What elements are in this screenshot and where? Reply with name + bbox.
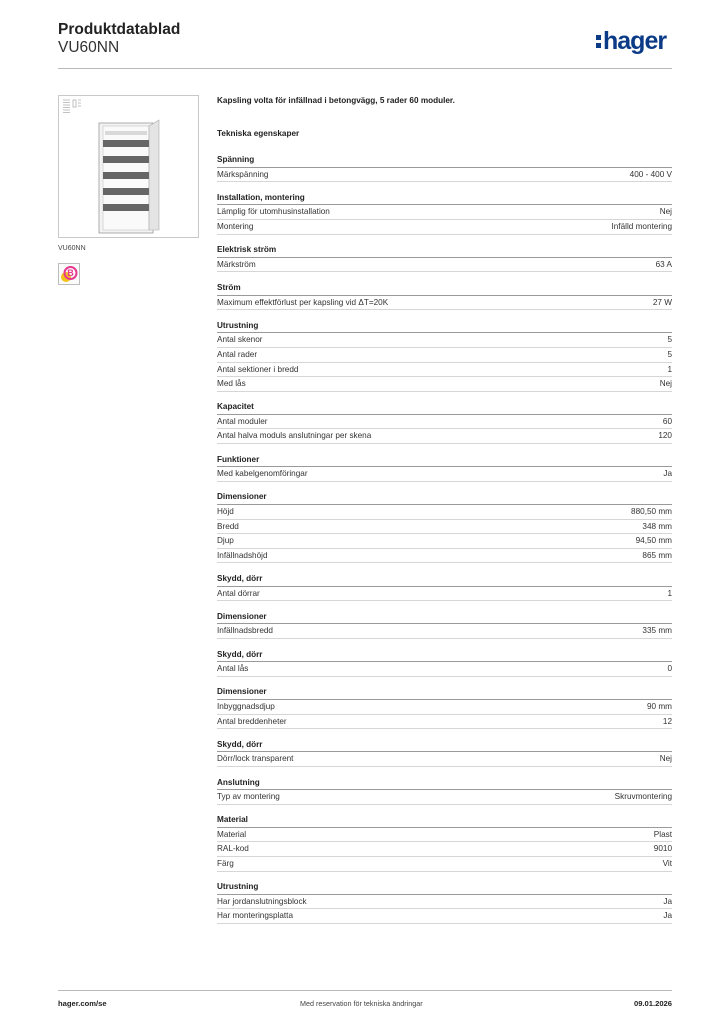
spec-label: RAL-kod	[217, 844, 249, 854]
spec-row	[217, 333, 672, 348]
section-heading: Tekniska egenskaper	[217, 129, 300, 138]
spec-row	[217, 715, 672, 730]
spec-value: 27 W	[652, 297, 672, 307]
spec-label: Färg	[217, 859, 234, 869]
spec-row	[217, 752, 672, 767]
spec-row	[217, 377, 672, 392]
spec-value: 5	[667, 349, 672, 359]
spec-group-title: Skydd, dörr	[217, 649, 672, 663]
hager-logo	[596, 27, 666, 55]
spec-group-title: Kapacitet	[217, 401, 672, 415]
spec-group	[217, 814, 672, 871]
spec-value: Ja	[663, 469, 672, 479]
spec-group	[217, 244, 672, 272]
enclosure-drawing-icon	[59, 96, 198, 237]
spec-label: Maximum effektförlust per kapsling vid ΔT=20K	[217, 297, 389, 307]
spec-group-title: Utrustning	[217, 881, 672, 895]
spec-row	[217, 662, 672, 677]
spec-value: 60	[662, 416, 672, 426]
spec-row	[217, 857, 672, 872]
product-description: Kapsling volta för infällnad i betongvägg, 5 rader 60 moduler.	[217, 96, 455, 105]
spec-label: Med lås	[217, 379, 246, 389]
spec-value: Plast	[653, 829, 672, 839]
spec-label: Antal sektioner i bredd	[217, 364, 299, 374]
spec-group	[217, 611, 672, 639]
spec-label: Antal moduler	[217, 416, 268, 426]
spec-value: Nej	[659, 207, 672, 217]
spec-row	[217, 700, 672, 715]
spec-row	[217, 467, 672, 482]
spec-value: 94,50 mm	[635, 536, 672, 546]
spec-value: Nej	[659, 754, 672, 764]
spec-group	[217, 401, 672, 444]
spec-value: 348 mm	[642, 521, 672, 531]
logo-dots-icon	[596, 27, 601, 48]
spec-label: Djup	[217, 536, 234, 546]
spec-group	[217, 881, 672, 924]
spec-group	[217, 686, 672, 729]
spec-label: Lämplig för utomhusinstallation	[217, 207, 330, 217]
spec-group	[217, 491, 672, 563]
spec-row	[217, 505, 672, 520]
spec-label: Har monteringsplatta	[217, 911, 293, 921]
spec-value: 12	[662, 716, 672, 726]
spec-row	[217, 534, 672, 549]
spec-label: Antal skenor	[217, 335, 263, 345]
spec-group-title: Installation, montering	[217, 192, 672, 206]
spec-value: 5	[667, 335, 672, 345]
spec-label: Höjd	[217, 507, 234, 517]
spec-label: Antal rader	[217, 349, 258, 359]
spec-label: Antal halva moduls anslutningar per skena	[217, 431, 372, 441]
spec-label: Infällnadshöjd	[217, 550, 268, 560]
product-image	[58, 95, 199, 238]
spec-group	[217, 573, 672, 601]
footer-divider	[58, 990, 672, 991]
spec-value: 1	[667, 364, 672, 374]
spec-label: Har jordanslutningsblock	[217, 896, 307, 906]
page-title: Produktdatablad	[58, 21, 181, 38]
spec-row	[217, 828, 672, 843]
spec-group-title: Elektrisk ström	[217, 244, 672, 258]
spec-value: 865 mm	[642, 550, 672, 560]
spec-label: Märkspänning	[217, 169, 269, 179]
spec-row	[217, 415, 672, 430]
spec-value: 90 mm	[646, 701, 672, 711]
spec-value: 1	[667, 588, 672, 598]
spec-row	[217, 624, 672, 639]
spec-group-title: Spänning	[217, 154, 672, 168]
spec-label: Bredd	[217, 521, 239, 531]
spec-row	[217, 220, 672, 235]
spec-value: 120	[658, 431, 672, 441]
spec-group	[217, 454, 672, 482]
spec-group-title: Funktioner	[217, 454, 672, 468]
spec-group-title: Anslutning	[217, 777, 672, 791]
spec-value: Nej	[659, 379, 672, 389]
spec-row	[217, 348, 672, 363]
spec-label: Inbyggnadsdjup	[217, 701, 275, 711]
product-code-heading: VU60NN	[58, 39, 120, 56]
spec-group	[217, 739, 672, 767]
b-certification-icon	[59, 264, 79, 284]
footer-disclaimer: Med reservation för tekniska ändringar	[300, 999, 423, 1008]
spec-row	[217, 895, 672, 910]
spec-label: Montering	[217, 221, 254, 231]
logo-text: hager	[603, 27, 667, 55]
spec-group	[217, 282, 672, 310]
spec-row	[217, 790, 672, 805]
spec-label: Antal lås	[217, 664, 249, 674]
spec-label: Material	[217, 829, 247, 839]
spec-label: Märkström	[217, 259, 256, 269]
spec-group	[217, 777, 672, 805]
spec-row	[217, 363, 672, 378]
spec-row	[217, 520, 672, 535]
spec-group-title: Dimensioner	[217, 491, 672, 505]
spec-label: Antal dörrar	[217, 588, 260, 598]
spec-row	[217, 258, 672, 273]
spec-group-title: Ström	[217, 282, 672, 296]
spec-row	[217, 168, 672, 183]
spec-value: Ja	[663, 896, 672, 906]
footer-date: 09.01.2026	[633, 999, 672, 1008]
spec-group	[217, 192, 672, 235]
spec-row	[217, 909, 672, 924]
badge-glyph: B	[67, 268, 74, 279]
spec-row	[217, 429, 672, 444]
spec-group	[217, 649, 672, 677]
spec-group	[217, 154, 672, 182]
spec-row	[217, 549, 672, 564]
spec-label: Antal breddenheter	[217, 716, 287, 726]
spec-row	[217, 587, 672, 602]
spec-label: Typ av montering	[217, 792, 280, 802]
spec-label: Infällnadsbredd	[217, 626, 273, 636]
spec-value: 0	[667, 664, 672, 674]
spec-content	[217, 96, 672, 934]
spec-value: 880,50 mm	[631, 507, 672, 517]
spec-label: Dörr/lock transparent	[217, 754, 294, 764]
spec-value: Ja	[663, 911, 672, 921]
spec-value: 400 - 400 V	[629, 169, 672, 179]
spec-row	[217, 205, 672, 220]
spec-value: Skruvmontering	[614, 792, 672, 802]
spec-group-title: Skydd, dörr	[217, 573, 672, 587]
spec-value: 63 A	[655, 259, 672, 269]
footer-website: hager.com/se	[58, 999, 107, 1008]
spec-row	[217, 296, 672, 311]
spec-value: Vit	[662, 859, 672, 869]
spec-value: 9010	[653, 844, 672, 854]
product-image-caption: VU60NN	[58, 245, 86, 252]
certification-badge	[58, 263, 80, 285]
spec-group-title: Utrustning	[217, 320, 672, 334]
header-divider	[58, 68, 672, 69]
spec-value: Infälld montering	[611, 221, 672, 231]
spec-value: 335 mm	[642, 626, 672, 636]
spec-group-title: Material	[217, 814, 672, 828]
spec-group-title: Dimensioner	[217, 611, 672, 625]
spec-group	[217, 320, 672, 392]
spec-groups	[217, 154, 672, 924]
spec-group-title: Skydd, dörr	[217, 739, 672, 753]
spec-group-title: Dimensioner	[217, 686, 672, 700]
spec-row	[217, 842, 672, 857]
spec-label: Med kabelgenomföringar	[217, 469, 308, 479]
